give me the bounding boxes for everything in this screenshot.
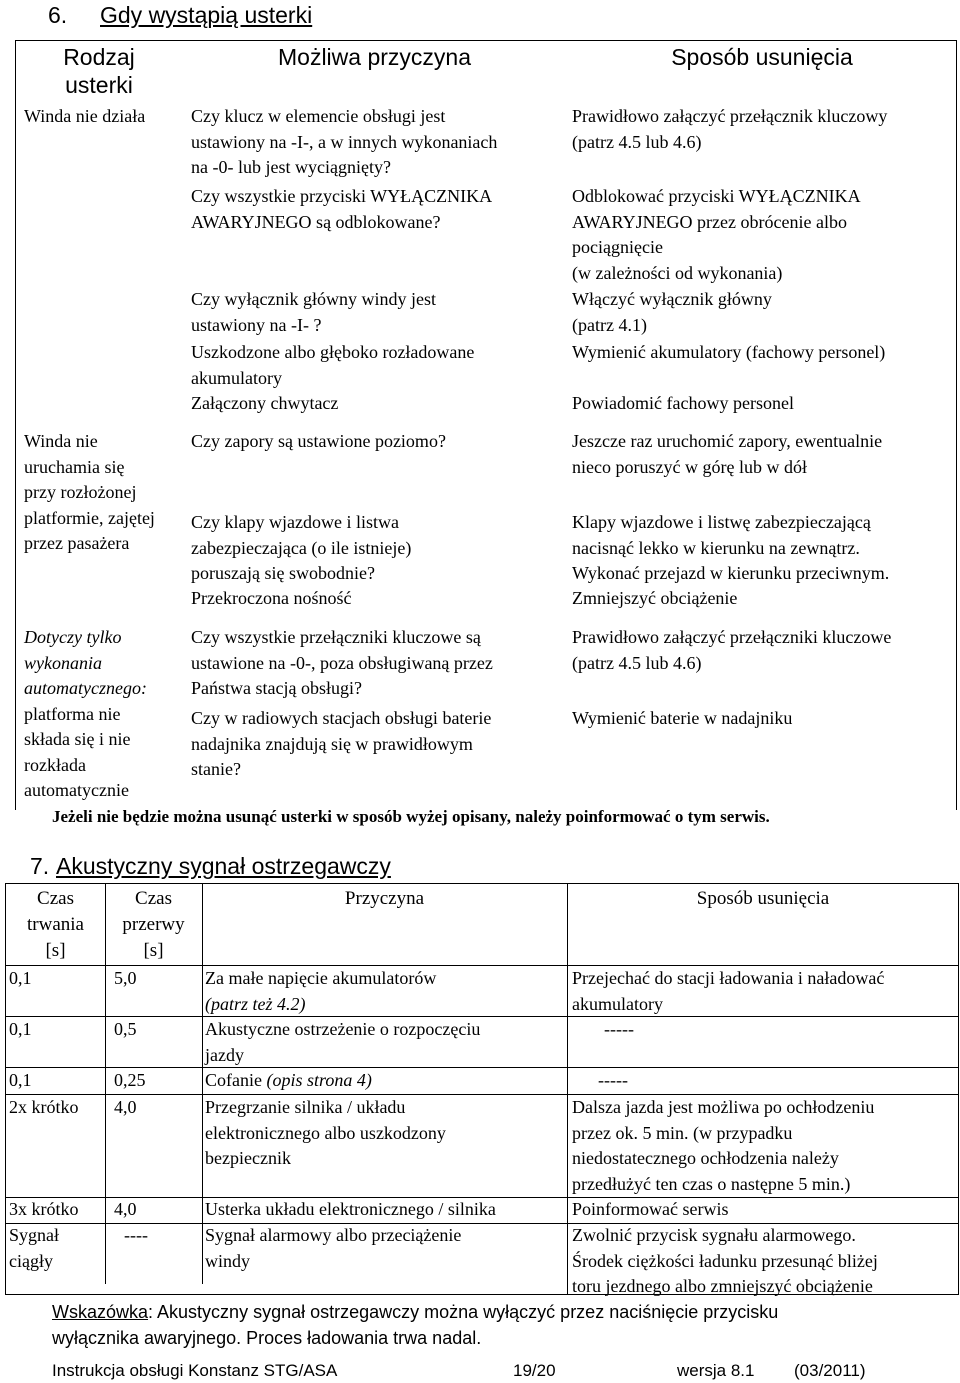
remedy-line: Włączyć wyłącznik główny xyxy=(572,289,772,309)
duration-line: ciągły xyxy=(9,1250,53,1271)
cause-line: elektronicznego albo uszkodzony xyxy=(205,1122,446,1143)
cause-line: na -0- lub jest wyciągnięty? xyxy=(191,157,391,177)
row2-duration: 0,1 xyxy=(9,1019,32,1039)
cause-line: AWARYJNEGO są odblokowane? xyxy=(191,211,441,232)
cause-line: Czy wszystkie przełączniki kluczowe są xyxy=(191,627,481,647)
remedy-line: Dalsza jazda jest możliwa po ochłodzeniu xyxy=(572,1097,875,1117)
remedy-line: Prawidłowo załączyć przełącznik kluczowy xyxy=(572,106,888,126)
header-fault-type-line1: Rodzaj xyxy=(63,44,135,70)
footer-doc: Instrukcja obsługi Konstanz STG/ASA xyxy=(52,1361,338,1380)
cause-line: Czy wyłącznik główny windy jest xyxy=(191,289,436,309)
cause-line: ustawione na -0-, poza obsługiwaną przez xyxy=(191,652,493,673)
faults-table xyxy=(15,40,957,810)
grid-line xyxy=(567,884,568,1294)
header-possible-cause: Możliwa przyczyna xyxy=(278,44,471,70)
fault-2 xyxy=(24,429,184,557)
cause-10 xyxy=(191,706,491,783)
section-7-heading: Akustyczny sygnał ostrzegawczy xyxy=(56,853,391,879)
row1-pause: 5,0 xyxy=(114,968,137,988)
section-6-heading: Gdy wystąpią usterki xyxy=(100,2,313,28)
remedy-line: Środek ciężkości ładunku przesunąć bliżej xyxy=(572,1250,878,1271)
duration-line: Sygnał xyxy=(9,1225,60,1245)
cause-2 xyxy=(191,184,492,235)
cause-line: Akustyczne ostrzeżenie o rozpoczęciu xyxy=(205,1019,481,1039)
row1-remedy xyxy=(572,966,884,1017)
cause-line: Państwa stacją obsługi? xyxy=(191,678,362,698)
remedy-line: nieco poruszyć w górę lub w dół xyxy=(572,456,807,477)
row3-cause xyxy=(205,1068,372,1094)
header-remedy: Sposób usunięcia xyxy=(671,44,853,70)
warning-signal-table xyxy=(5,883,959,1295)
cause-line: zabezpieczająca (o ile istnieje) xyxy=(191,537,412,558)
row6-pause: ---- xyxy=(124,1225,148,1245)
cause-line: Przegrzanie silnika / układu xyxy=(205,1097,406,1117)
fault-2-line: przy rozłożonej xyxy=(24,482,137,502)
row3-remedy: ----- xyxy=(598,1070,628,1090)
hint-label: Wskazówka xyxy=(52,1302,149,1322)
remedy-line: Klapy wjazdowe i listwę zabezpieczającą xyxy=(572,512,871,532)
row6-cause xyxy=(205,1223,461,1274)
cause-line: stanie? xyxy=(191,759,241,779)
row3-pause: 0,25 xyxy=(114,1070,146,1090)
remedy-line: (w zależności od wykonania) xyxy=(572,262,783,283)
row2-pause: 0,5 xyxy=(114,1019,137,1039)
remedy-line: akumulatory xyxy=(572,993,663,1014)
remedy-4: Wymienić akumulatory (fachowy personel) xyxy=(572,342,886,362)
cause-line: Sygnał alarmowy albo przeciążenie xyxy=(205,1225,462,1245)
row5-remedy: Poinformować serwis xyxy=(572,1199,729,1219)
remedy-line: niedostatecznego ochłodzenia należy xyxy=(572,1148,839,1168)
row2-cause xyxy=(205,1017,480,1068)
remedy-line: Jeszcze raz uruchomić zapory, ewentualnie xyxy=(572,431,883,451)
remedy-7 xyxy=(572,510,889,587)
cause-line: Czy klapy wjazdowe i listwa xyxy=(191,512,399,532)
grid-line xyxy=(202,884,203,1284)
service-note: Jeżeli nie będzie można usunąć usterki w sposób wyżej opisany, należy poinformować o tym serwis. xyxy=(52,807,770,826)
cause-4 xyxy=(191,340,474,391)
grid-line xyxy=(6,1067,958,1068)
remedy-1 xyxy=(572,104,887,155)
section-7-number: 7. xyxy=(30,853,50,879)
fault-3-line: składa się i nie xyxy=(24,729,131,749)
hint-note xyxy=(52,1299,932,1351)
remedy-line: przez ok. 5 min. (w przypadku xyxy=(572,1122,793,1143)
remedy-line: (patrz 4.5 lub 4.6) xyxy=(572,652,702,673)
section-6-number: 6. xyxy=(48,2,68,28)
cause-line: Uszkodzone albo głęboko rozładowane xyxy=(191,342,475,362)
header-fault-type xyxy=(16,43,182,99)
footer-date: (03/2011) xyxy=(794,1361,866,1380)
remedy-line: Prawidłowo załączyć przełączniki kluczowe xyxy=(572,627,892,647)
cause-line: ustawiony na -I- ? xyxy=(191,314,322,335)
remedy-line: nacisnąć lekko w kierunku na zewnątrz. xyxy=(572,537,860,558)
fault-3-line: platforma nie xyxy=(24,703,121,724)
fault-3-line: rozkłada xyxy=(24,754,86,775)
hint-text-2: wyłącznika awaryjnego. Proces ładowania trwa nadal. xyxy=(52,1328,482,1348)
remedy-line: pociągnięcie xyxy=(572,237,663,257)
cause-line: ustawiony na -I-, a w innych wykonaniach xyxy=(191,131,498,152)
cause-text: Cofanie xyxy=(205,1070,262,1090)
remedy-line: AWARYJNEGO przez obrócenie albo xyxy=(572,211,847,232)
header-pause xyxy=(105,886,202,964)
header-line: [s] xyxy=(143,940,164,961)
section-7-title xyxy=(30,853,391,880)
remedy-8: Zmniejszyć obciążenie xyxy=(572,588,738,608)
cause-line: poruszają się swobodnie? xyxy=(191,563,375,583)
row5-pause: 4,0 xyxy=(114,1199,137,1219)
header-duration xyxy=(6,886,105,964)
row6-remedy xyxy=(572,1223,878,1300)
cause-1 xyxy=(191,104,497,181)
cause-line: Za małe napięcie akumulatorów xyxy=(205,968,437,988)
cause-line: nadajnika znajdują się w prawidłowym xyxy=(191,733,473,754)
remedy-line: (patrz 4.5 lub 4.6) xyxy=(572,131,702,152)
fault-3-line: automatycznego: xyxy=(24,678,147,698)
header-cause: Przyczyna xyxy=(344,888,425,909)
remedy-line: Odblokować przyciski WYŁĄCZNIKA xyxy=(572,186,861,206)
cause-line: Czy klucz w elemencie obsługi jest xyxy=(191,106,446,126)
remedy-9 xyxy=(572,625,891,676)
row5-cause: Usterka układu elektronicznego / silnika xyxy=(205,1199,496,1219)
fault-3 xyxy=(24,625,184,804)
cause-line: (patrz też 4.2) xyxy=(205,993,306,1014)
fault-2-line: platformie, zajętej xyxy=(24,507,155,528)
row2-remedy: ----- xyxy=(604,1019,634,1039)
cause-line: Czy wszystkie przyciski WYŁĄCZNIKA xyxy=(191,186,493,206)
remedy-line: Zwolnić przycisk sygnału alarmowego. xyxy=(572,1225,856,1245)
footer-page: 19/20 xyxy=(513,1361,556,1380)
cause-line: Czy w radiowych stacjach obsługi baterie xyxy=(191,708,492,728)
cause-3 xyxy=(191,287,436,338)
fault-1: Winda nie działa xyxy=(24,106,146,126)
row4-cause xyxy=(205,1095,446,1172)
row6-duration xyxy=(9,1223,59,1274)
cause-6: Czy zapory są ustawione poziomo? xyxy=(191,431,446,451)
section-6-title xyxy=(48,2,312,29)
remedy-5: Powiadomić fachowy personel xyxy=(572,393,794,413)
remedy-line: przedłużyć ten czas o następne 5 min.) xyxy=(572,1173,851,1194)
row5-duration: 3x krótko xyxy=(9,1199,79,1219)
fault-3-line: automatycznie xyxy=(24,780,129,800)
header-line: trwania xyxy=(27,914,84,935)
cause-line: bezpiecznik xyxy=(205,1148,291,1168)
cause-text: (opis strona 4) xyxy=(266,1070,372,1090)
header-line: Czas xyxy=(135,888,172,909)
cause-7 xyxy=(191,510,411,587)
header-fault-type-line2: usterki xyxy=(65,72,133,98)
cause-line: jazdy xyxy=(205,1044,244,1065)
remedy-line: toru jezdnego albo zmniejszyć obciążenie xyxy=(572,1276,873,1296)
remedy-line: Wykonać przejazd w kierunku przeciwnym. xyxy=(572,563,890,583)
row4-duration: 2x krótko xyxy=(9,1097,79,1117)
remedy-2 xyxy=(572,184,861,286)
cause-8: Przekroczona nośność xyxy=(191,588,352,608)
remedy-line: (patrz 4.1) xyxy=(572,314,647,335)
footer-version: wersja 8.1 xyxy=(677,1361,755,1380)
remedy-line: Przejechać do stacji ładowania i naładować xyxy=(572,968,885,988)
cause-line: windy xyxy=(205,1250,250,1271)
row1-cause xyxy=(205,966,436,1017)
cause-line: akumulatory xyxy=(191,367,282,388)
cause-9 xyxy=(191,625,493,702)
remedy-6 xyxy=(572,429,882,480)
cause-5: Załączony chwytacz xyxy=(191,393,339,413)
fault-2-line: Winda nie xyxy=(24,431,98,451)
row1-duration: 0,1 xyxy=(9,968,32,988)
remedy-10: Wymienić baterie w nadajniku xyxy=(572,708,793,728)
row4-pause: 4,0 xyxy=(114,1097,137,1117)
fault-2-line: uruchamia się xyxy=(24,456,125,477)
hint-text: : Akustyczny sygnał ostrzegawczy można wyłączyć przez naciśnięcie przycisku xyxy=(148,1302,779,1322)
header-line: przerwy xyxy=(122,914,185,935)
fault-3-line: Dotyczy tylko xyxy=(24,627,122,647)
header-line: Czas xyxy=(37,888,74,909)
fault-2-line: przez pasażera xyxy=(24,533,130,553)
fault-3-line: wykonania xyxy=(24,652,102,673)
header-line: [s] xyxy=(45,940,66,961)
remedy-3 xyxy=(572,287,772,338)
row4-remedy xyxy=(572,1095,874,1197)
header-remedy-7: Sposób usunięcia xyxy=(696,888,830,909)
row3-duration: 0,1 xyxy=(9,1070,32,1090)
